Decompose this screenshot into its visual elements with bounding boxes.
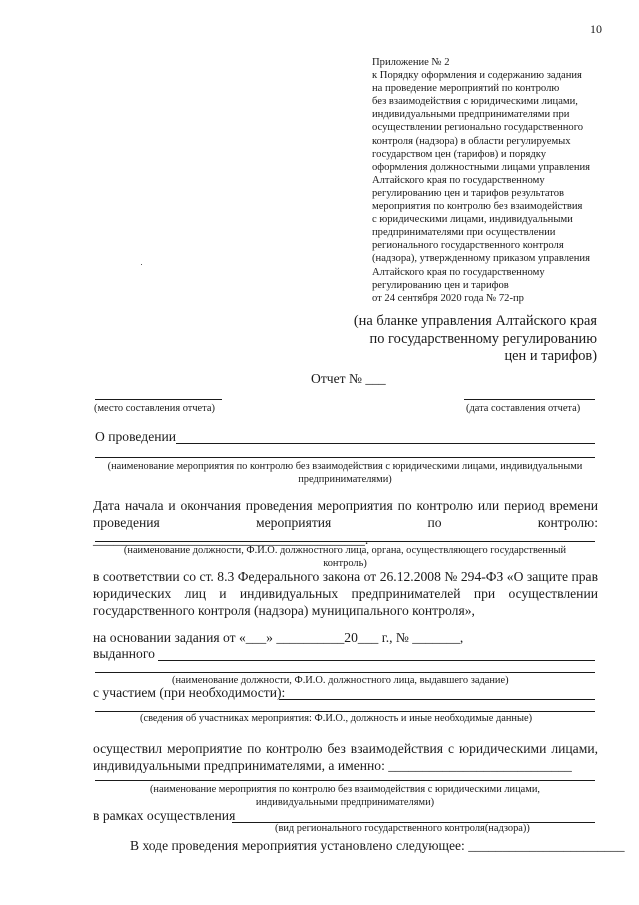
appendix-line: к Порядку оформления и содержанию задания bbox=[372, 70, 582, 82]
participants-caption: (сведения об участниках мероприятия: Ф.И.О., должность и иные необходимые данные) bbox=[140, 713, 533, 724]
official-caption: (наименование должности, Ф.И.О. должностного лица, органа, осуществляющего государственный контроль) bbox=[123, 545, 567, 569]
performed-text: осуществил мероприятие по контролю без взаимодействия с юридическими лицами, индивидуальными предпринимателями, а именно: ___________________________ bbox=[93, 741, 598, 773]
appendix-line: регулированию цен и тарифов результатов bbox=[372, 187, 565, 199]
appendix-line: от 24 сентября 2020 года № 72-пр bbox=[372, 292, 524, 304]
report-title: Отчет № ___ bbox=[311, 371, 386, 386]
appendix-line: (надзора), утвержденному приказом управления bbox=[372, 253, 590, 265]
performed-caption: (наименование мероприятия по контролю без взаимодействия с юридическими лицами, индивидуальными предпринимателями) bbox=[149, 784, 541, 808]
appendix-line: контроля (надзора) в области регулируемых bbox=[372, 135, 571, 147]
participants-line-2[interactable] bbox=[95, 711, 595, 712]
participants-line[interactable] bbox=[279, 699, 595, 700]
participants-label: с участием (при необходимости): bbox=[93, 685, 286, 700]
scan-speck bbox=[141, 264, 142, 265]
issued-line[interactable] bbox=[158, 660, 595, 661]
event-caption: (наименование мероприятия по контролю без взаимодействия с юридическими лицами, индивидуальными предпринимателями) bbox=[107, 461, 583, 485]
performed-line[interactable] bbox=[95, 780, 595, 781]
letterhead-note bbox=[340, 313, 597, 366]
appendix-line: с юридическими лицами, индивидуальными bbox=[372, 214, 573, 226]
dates-text: Дата начала и окончания проведения мероприятия по контролю или период времени проведения мероприятия по контролю: ________________________________________. bbox=[93, 498, 598, 547]
date-line[interactable] bbox=[464, 399, 595, 400]
date-caption: (дата составления отчета) bbox=[466, 403, 581, 414]
appendix-line: предпринимателями при осуществлении bbox=[372, 227, 556, 239]
appendix-line: регулированию цен и тарифов bbox=[372, 279, 509, 291]
letterhead-line: по государственному регулированию bbox=[369, 330, 597, 347]
appendix-line: государством цен (тарифов) и порядку bbox=[372, 148, 547, 160]
issuer-caption: (наименование должности, Ф.И.О. должностного лица, выдавшего задание) bbox=[172, 675, 509, 686]
issued-line-2[interactable] bbox=[95, 672, 595, 673]
basis-text: на основании задания от «___» __________20___ г., № _______, bbox=[93, 630, 464, 645]
appendix-line: на проведение мероприятий по контролю bbox=[372, 83, 560, 95]
appendix-line: осуществлении регионально государственного bbox=[372, 122, 584, 134]
letterhead-line: (на бланке управления Алтайского края bbox=[353, 313, 597, 329]
page-number: 10 bbox=[590, 22, 602, 36]
place-caption: (место составления отчета) bbox=[94, 403, 215, 414]
place-line[interactable] bbox=[95, 399, 222, 400]
appendix-line: оформления должностными лицами управления bbox=[372, 161, 591, 173]
letterhead-line: цен и тарифов) bbox=[504, 348, 597, 364]
appendix-line: Алтайского края по государственному bbox=[372, 266, 545, 278]
appendix-line: Алтайского края по государственному bbox=[372, 174, 545, 186]
event-line-2[interactable] bbox=[95, 457, 595, 458]
official-line[interactable] bbox=[95, 541, 595, 542]
framework-label: в рамках осуществления bbox=[93, 808, 236, 823]
about-label: О проведении bbox=[95, 429, 177, 444]
appendix-line: мероприятия по контролю без взаимодействия bbox=[372, 201, 583, 213]
findings-text: В ходе проведения мероприятия установлено следующее: _______________________ bbox=[130, 838, 625, 853]
framework-caption: (вид регионального государственного контроля(надзора)) bbox=[275, 823, 530, 834]
appendix-line: регионального государственного контроля bbox=[372, 240, 564, 252]
about-line[interactable] bbox=[176, 443, 595, 444]
law-text: в соответствии со ст. 8.3 Федерального закона от 26.12.2008 № 294-ФЗ «О защите прав юридических лиц и индивидуальных предпринимателей при осуществлении государственного контроля (надзора) муниципального контроля», bbox=[93, 569, 598, 618]
appendix-line: Приложение № 2 bbox=[372, 57, 450, 68]
issued-label: выданного bbox=[93, 646, 155, 661]
appendix-line: индивидуальными предпринимателями при bbox=[372, 109, 570, 121]
appendix-block bbox=[372, 56, 590, 305]
appendix-line: без взаимодействия с юридическими лицами, bbox=[372, 96, 578, 108]
